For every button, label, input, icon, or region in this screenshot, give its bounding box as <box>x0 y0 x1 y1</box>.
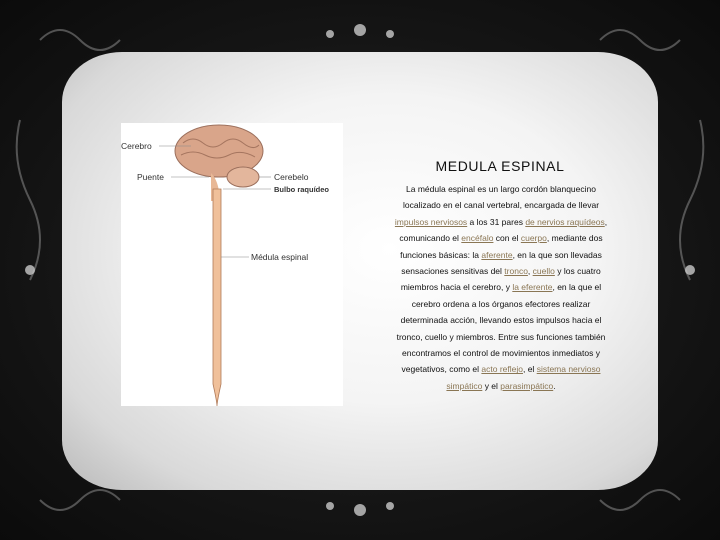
label-cerebelo: Cerebelo <box>274 172 309 182</box>
paragraph-link[interactable]: cuerpo <box>520 233 547 244</box>
slide-paragraph <box>392 181 610 394</box>
paragraph-text: , <box>527 266 533 277</box>
slide-title: MEDULA ESPINAL <box>435 158 565 174</box>
paragraph-link[interactable]: de nervios raquídeos <box>525 216 605 227</box>
label-cerebro: Cerebro <box>121 141 152 151</box>
paragraph-text: , comunicando el <box>399 216 608 244</box>
paragraph-text: con el <box>493 233 521 244</box>
paragraph-text: a los 31 pares <box>467 216 526 227</box>
paragraph-link[interactable]: encéfalo <box>461 233 494 244</box>
paragraph-link[interactable]: tronco <box>504 266 528 277</box>
paragraph-link[interactable]: aferente <box>481 249 513 260</box>
paragraph-text: , en la que el cerebro ordena a los órganos efectores realizar determinada acción, llevando estos impulsos hacia el tronco, cuello y miembros. Entre sus funciones también encontramos el control de movimientos inmediatos y vegetativos, como el <box>396 282 606 375</box>
label-bulbo: Bulbo raquídeo <box>274 185 329 194</box>
paragraph-link[interactable]: la eferente <box>512 282 553 293</box>
paragraph-text: , en la que son llevadas sensaciones sensitivas del <box>401 249 602 277</box>
paragraph-text: La médula espinal es un largo cordón blanquecino localizado en el canal vertebral, encargada de llevar <box>402 184 600 211</box>
paragraph-text: , el <box>522 364 537 375</box>
paragraph-link[interactable]: parasimpático <box>500 380 554 391</box>
paragraph-link[interactable]: cuello <box>532 266 555 277</box>
label-medula: Médula espinal <box>251 252 309 262</box>
paragraph-link[interactable]: acto reflejo <box>481 364 523 375</box>
label-puente: Puente <box>137 172 164 182</box>
paragraph-link[interactable]: impulsos nerviosos <box>394 216 468 227</box>
paragraph-link[interactable]: sistema nervioso simpático <box>446 364 601 391</box>
brain-spinal-cord-diagram <box>121 123 343 406</box>
spinal-cord-illustration <box>121 123 343 406</box>
paragraph-text: , mediante dos funciones básicas: la <box>400 233 603 260</box>
paragraph-text: y los cuatro miembros hacia el cerebro, y <box>400 266 601 293</box>
paragraph-text: y el <box>482 380 501 391</box>
paragraph-text: . <box>553 380 556 391</box>
